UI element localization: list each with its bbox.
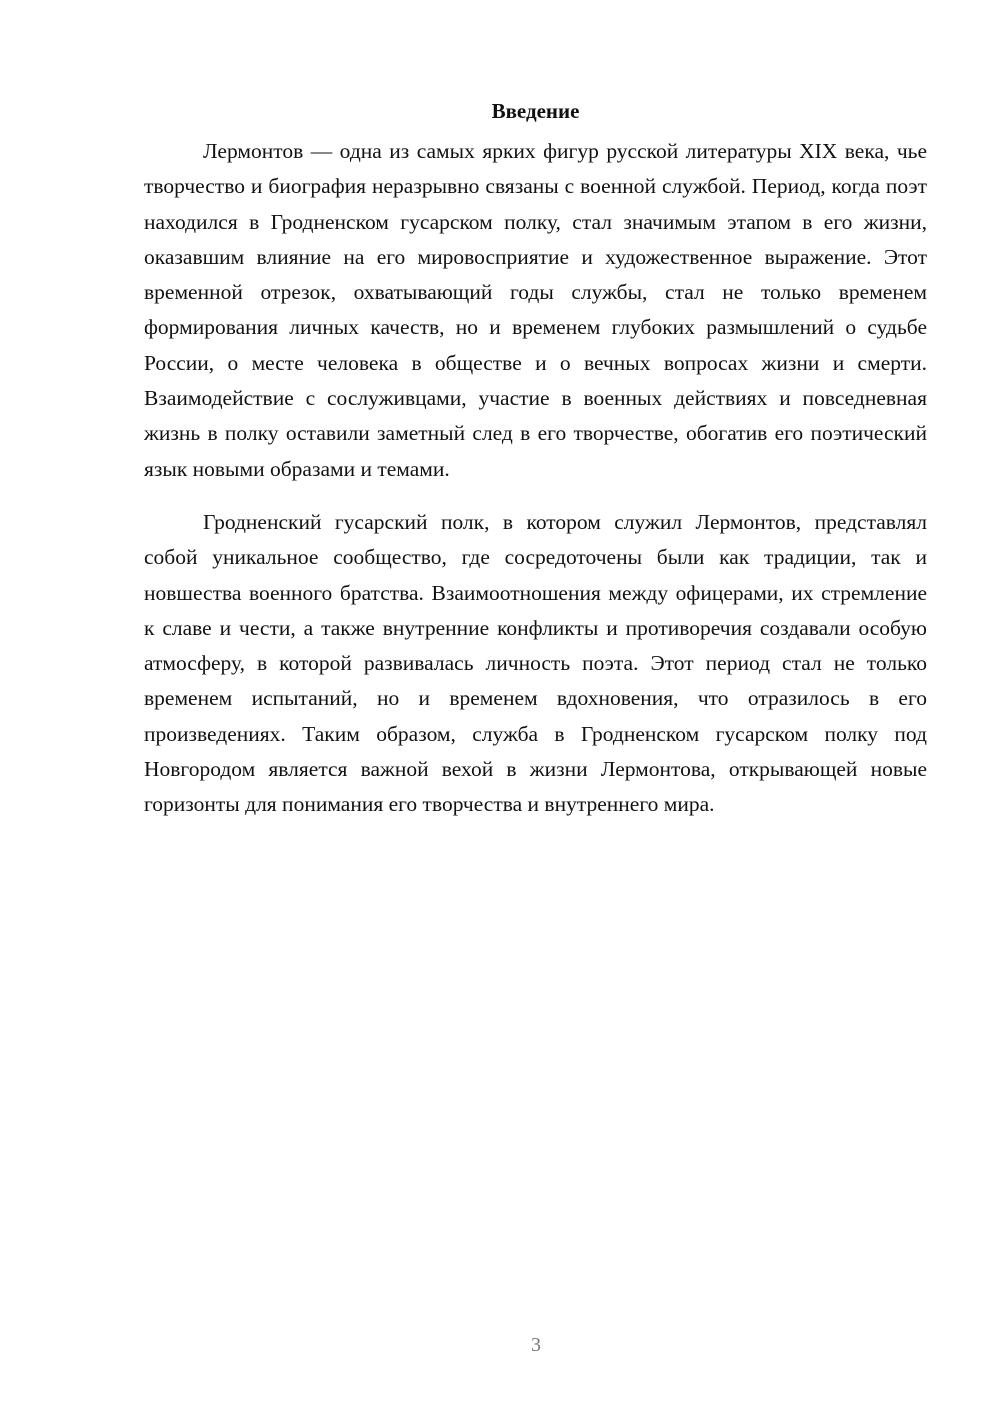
- paragraph-1: Лермонтов — одна из самых ярких фигур русской литературы XIX века, чье творчество и биография неразрывно связаны с военной службой. Период, когда поэт находился в Гродненском гусарском полку, стал значимым этапом в его жизни, оказавшим влияние на его мировосприятие и художественное выражение. Этот временной отрезок, охватывающий годы службы, стал не только временем формирования личных качеств, но и временем глубоких размышлений о судьбе России, о месте человека в обществе и о вечных вопросах жизни и смерти. Взаимодействие с сослуживцами, участие в военных действиях и повседневная жизнь в полку оставили заметный след в его творчестве, обогатив его поэтический язык новыми образами и темами.: [144, 139, 927, 481]
- page-number: 3: [531, 1334, 541, 1356]
- section-heading: Введение: [491, 99, 580, 123]
- paragraph-2: Гродненский гусарский полк, в котором служил Лермонтов, представлял собой уникальное сообщество, где сосредоточены были как традиции, так и новшества военного братства. Взаимоотношения между офицерами, их стремление к славе и чести, а также внутренние конфликты и противоречия создавали особую атмосферу, в которой развивалась личность поэта. Этот период стал не только временем испытаний, но и временем вдохновения, что отразилось в его произведениях. Таким образом, служба в Гродненском гусарском полку под Новгородом является важной вехой в жизни Лермонтова, открывающей новые горизонты для понимания его творчества и внутреннего мира.: [144, 509, 927, 817]
- page-content: [144, 96, 927, 823]
